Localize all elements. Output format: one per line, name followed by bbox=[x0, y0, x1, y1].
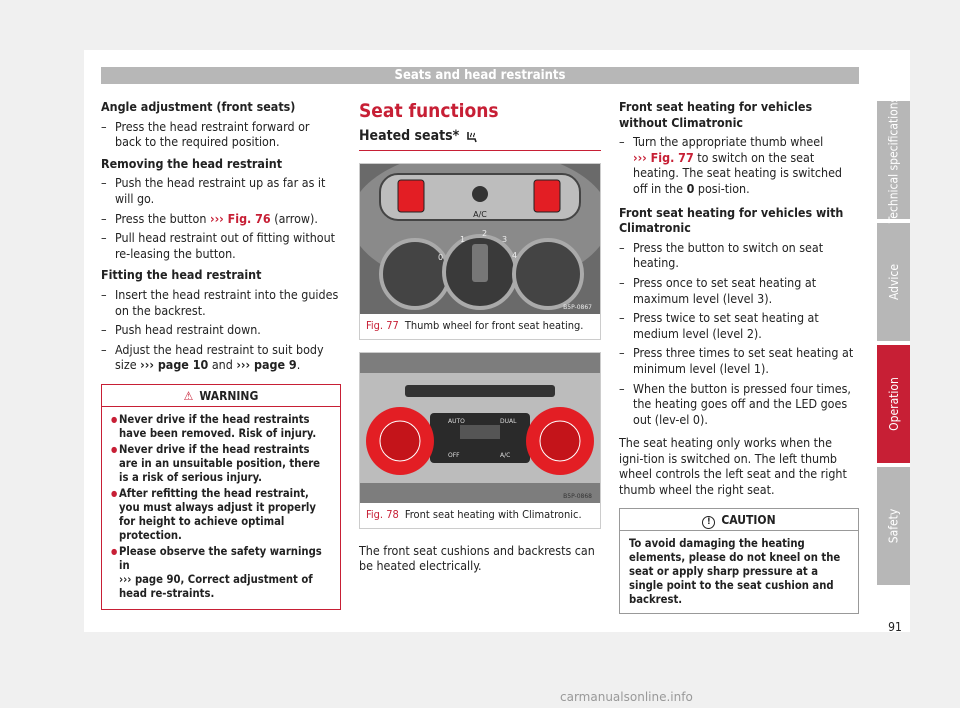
column-middle bbox=[359, 99, 601, 574]
list-item: – Press the button to switch on seat heating. bbox=[619, 240, 859, 271]
section-title: Seat functions bbox=[359, 100, 499, 122]
caution-title: ! CAUTION bbox=[620, 509, 858, 531]
column-left bbox=[101, 99, 339, 610]
fig-77-caption: Fig. 77 Thumb wheel for front seat heating. bbox=[366, 318, 584, 332]
warning-triangle-icon: ⚠ bbox=[183, 388, 194, 403]
fig-77-image bbox=[360, 164, 600, 314]
remove-title: Removing the head restraint bbox=[101, 155, 283, 171]
list-item: – Pull head restraint out of fitting without re-leasing the button. bbox=[101, 230, 339, 261]
warning-item: ● After refitting the head restraint, you must always adjust it properly for height to achieve optimal protection. bbox=[111, 487, 331, 543]
fig-77-link[interactable]: ››› Fig. 77 bbox=[633, 149, 694, 165]
warning-item: ● Never drive if the head restraints are in an unsuitable position, there is a risk of serious injury. bbox=[111, 443, 331, 485]
page-number: 91 bbox=[888, 620, 902, 634]
fig78-off-label: OFF bbox=[448, 451, 460, 459]
svg-text:B5P-0868: B5P-0868 bbox=[563, 492, 592, 500]
list-item: – When the button is pressed four times, the heating goes off and the LED goes out (lev-el 0). bbox=[619, 381, 859, 428]
seat-heating-icon bbox=[465, 130, 479, 144]
list-item: – Press the button ››› Fig. 76 (arrow). bbox=[101, 211, 339, 227]
intro-paragraph: The front seat cushions and backrests can be heated electrically. bbox=[359, 542, 595, 574]
warning-box bbox=[101, 384, 341, 610]
list-item: – Push the head restraint up as far as it will go. bbox=[101, 175, 339, 206]
no-climatronic-title: Front seat heating for vehicles without Climatronic bbox=[619, 99, 813, 130]
fig77-dial-1: 1 bbox=[460, 234, 466, 244]
warning-body bbox=[102, 407, 340, 609]
side-tabs bbox=[877, 96, 910, 589]
seat-heating-paragraph: The seat heating only works when the igni-tion is switched on. The left thumb wheel controls the left seat and the right thumb wheel the right seat. bbox=[619, 435, 847, 498]
fig-78-image bbox=[360, 353, 600, 503]
figure-78 bbox=[359, 352, 601, 529]
fit-title: Fitting the head restraint bbox=[101, 267, 262, 283]
fig-78-caption: Fig. 78 Front seat heating with Climatronic. bbox=[366, 507, 582, 521]
page-9-link[interactable]: ››› page 9 bbox=[236, 357, 297, 373]
subsection-title: Heated seats* bbox=[359, 129, 601, 151]
list-item: – Press three times to set seat heating at minimum level (level 1). bbox=[619, 345, 859, 376]
list-item: – Adjust the head restraint to suit body size ››› page 10 and ››› page 9. bbox=[101, 342, 339, 373]
warning-item: ● Please observe the safety warnings in ››› page 90, Correct adjustment of head re-straints. bbox=[111, 545, 331, 601]
angle-title: Angle adjustment (front seats) bbox=[101, 99, 296, 114]
list-item: – Turn the appropriate thumb wheel ››› Fig. 77 to switch on the seat heating. The seat heating is switched off in the 0 posi-tion. bbox=[619, 134, 859, 196]
fig77-ac-label: A/C bbox=[473, 209, 487, 219]
caution-box bbox=[619, 508, 859, 614]
warning-item: ● Never drive if the head restraints have been removed. Risk of injury. bbox=[111, 413, 331, 441]
list-item: – Push head restraint down. bbox=[101, 322, 339, 338]
list-item: – Press once to set seat heating at maximum level (level 3). bbox=[619, 275, 859, 306]
tab-safety[interactable]: Safety bbox=[877, 467, 910, 585]
fig-76-link[interactable]: ››› Fig. 76 bbox=[209, 210, 271, 226]
climatronic-title: Front seat heating for vehicles with Climatronic bbox=[619, 204, 844, 236]
warning-title: ⚠ WARNING bbox=[102, 385, 340, 407]
tab-advice[interactable]: Advice bbox=[877, 223, 910, 341]
page-10-link[interactable]: ››› page 10 bbox=[140, 357, 209, 373]
fig77-dial-3: 3 bbox=[502, 234, 508, 244]
figure-77 bbox=[359, 163, 601, 340]
list-item: – Insert the head restraint into the guides on the backrest. bbox=[101, 287, 339, 318]
tab-operation[interactable]: Operation bbox=[877, 345, 910, 463]
watermark: carmanualsonline.info bbox=[560, 690, 693, 704]
fig78-auto-label: AUTO bbox=[448, 417, 465, 425]
caution-body: To avoid damaging the heating elements, please do not kneel on the seat or apply sharp pressure at a single point to the seat cushion and backrest. bbox=[629, 536, 841, 606]
fig77-dial-2: 2 bbox=[482, 228, 488, 238]
page-90-link[interactable]: ››› page 90, Correct adjustment of head re-straints. bbox=[119, 572, 313, 600]
tab-technical-specifications[interactable]: Technical specifications bbox=[877, 101, 910, 219]
fig78-dual-label: DUAL bbox=[500, 417, 517, 425]
fig77-dial-4: 4 bbox=[512, 250, 518, 260]
fig77-dial-0: 0 bbox=[438, 252, 444, 262]
list-item: – Press the head restraint forward or back to the required position. bbox=[101, 119, 339, 150]
page-header: Seats and head restraints bbox=[101, 67, 859, 84]
column-right bbox=[619, 99, 859, 614]
info-circle-icon: ! bbox=[702, 516, 715, 529]
fig78-ac-label: A/C bbox=[500, 451, 511, 459]
list-item: – Press twice to set seat heating at medium level (level 2). bbox=[619, 310, 859, 341]
svg-text:B5P-0867: B5P-0867 bbox=[563, 303, 592, 311]
